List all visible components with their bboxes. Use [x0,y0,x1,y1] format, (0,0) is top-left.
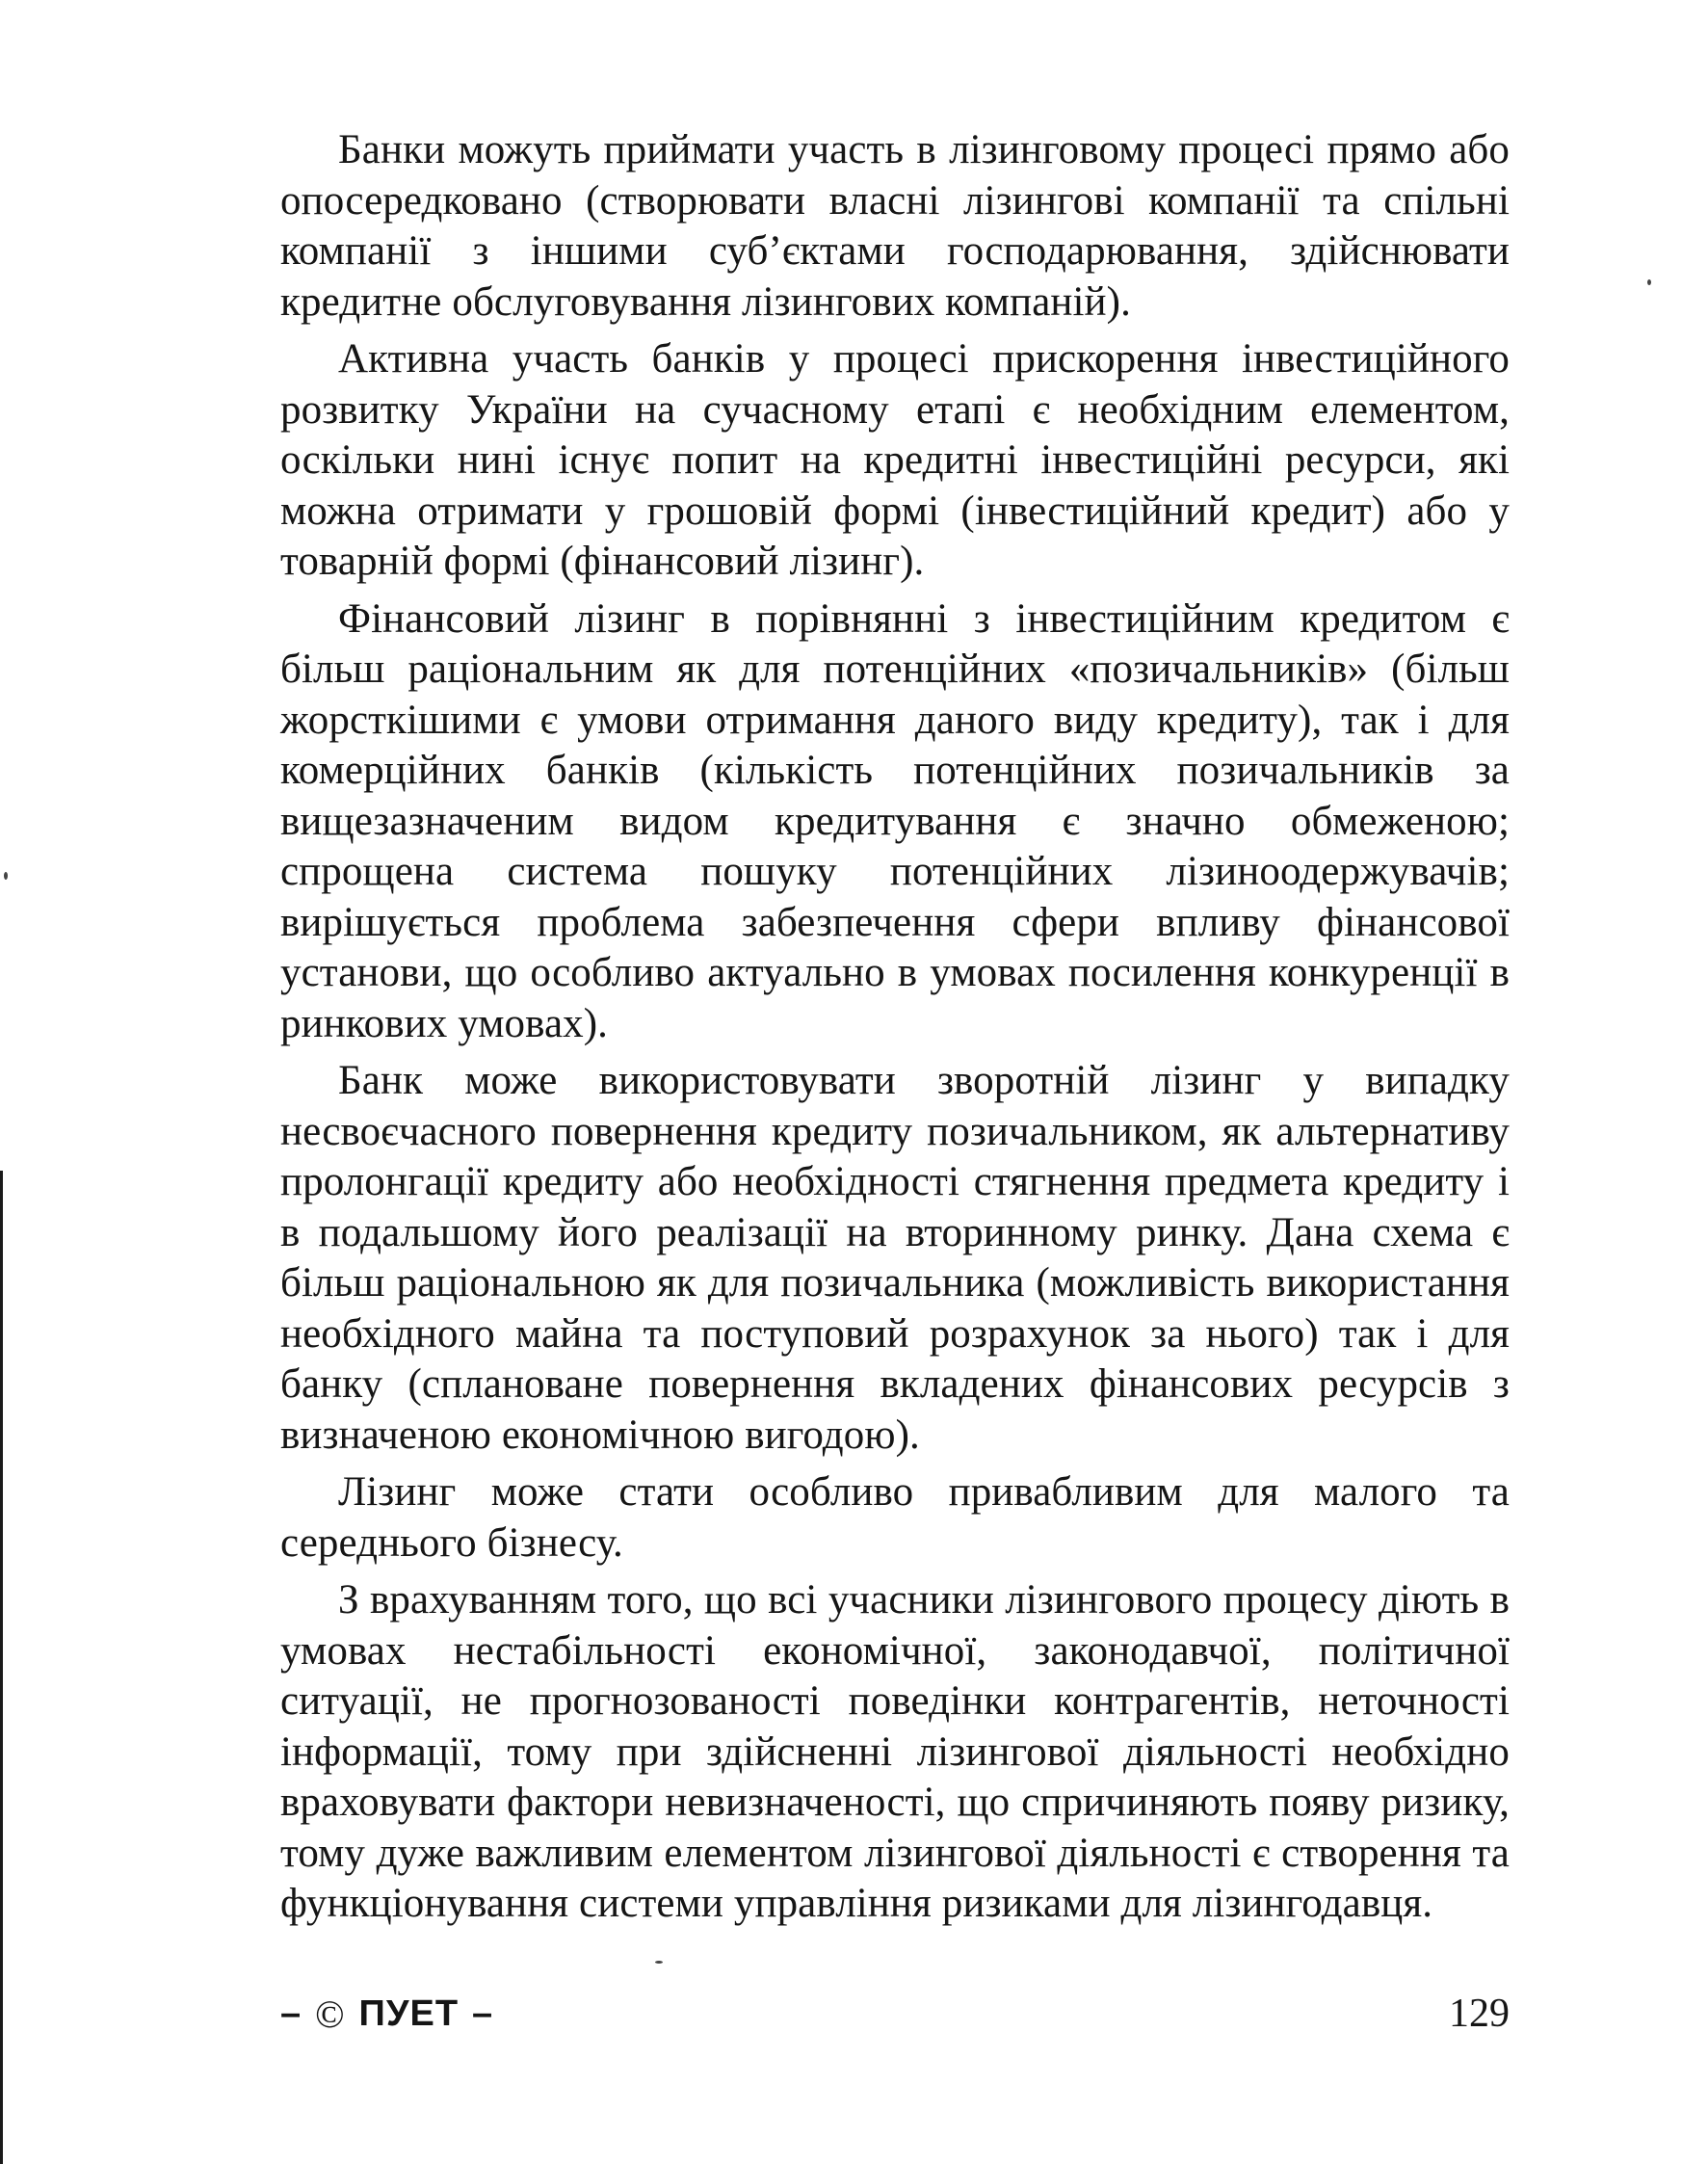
copyright-symbol: © [315,1992,346,2036]
publisher-name: ПУЕТ [358,1992,460,2034]
paragraph: З врахуванням того, що всі учасники лізингового процесу діють в умовах нестабільності економічної, законодавчої, політичної ситуації, не прогнозованості поведінки контрагентів, неточності інформації, тому при здійсненні лізингової діяльності необхідно враховувати фактори невизначеності, що спричиняють появу ризику, тому дуже важливим елементом лізингової діяльності є створення та функціонування системи управління ризиками для лізингодавця. [280,1577,1510,1926]
paragraph: Фінансовий лізинг в порівнянні з інвестиційним кредитом є більш раціональним як для потенційних «позичальників» (більш жорсткішими є умови отримання даного виду кредиту), так і для комерційних банків (кількість потенційних позичальників за вищезазначеним видом кредитування є значно обмеженою; спрощена система пошуку потенційних лізиноодержувачів; вирішується проблема забезпечення сфери впливу фінансової установи, що особливо актуально в умовах посилення конкуренції в ринкових умовах). [280,595,1510,1046]
page-number: 129 [1449,1992,1510,2036]
paragraph: Активна участь банків у процесі прискорення інвестиційного розвитку України на сучасному етапі є необхідним елементом, оскільки нині існує попит на кредитні інвестиційні ресурси, які можна отримати у грошовій формі (інвестиційний кредит) або у товарній формі (фінансовий лізинг). [280,336,1510,584]
paragraph: Банк може використовувати зворотній лізинг у випадку несвоєчасного повернення кредиту позичальником, як альтернативу пролонгації кредиту або необхідності стягнення предмета кредиту і в подальшому його реалізації на вторинному ринку. Дана схема є більш раціональною як для позичальника (можливість використання необхідного майна та поступовий розрахунок за нього) так і для банку (сплановане повернення вкладених фінансових ресурсів з визначеною економічною вигодою). [280,1058,1510,1458]
page-footer [280,1985,1510,2043]
publisher-mark [280,1992,493,2037]
scan-page-edge [0,1171,3,2164]
footer-dash-right: – [472,1992,494,2034]
page-body [280,125,1510,1937]
paragraph: Банки можуть приймати участь в лізинговому процесі прямо або опосередковано (створювати власні лізингові компанії та спільні компанії з іншими суб’єктами господарювання, здійснювати кредитне обслуговування лізингових компаній). [280,127,1510,325]
scan-speck [4,872,8,880]
scan-speck [655,1961,663,1964]
footer-dash-left: – [280,1992,302,2034]
paragraph: Лізинг може стати особливо привабливим для малого та середнього бізнесу. [280,1469,1510,1566]
scan-speck [1647,279,1651,285]
